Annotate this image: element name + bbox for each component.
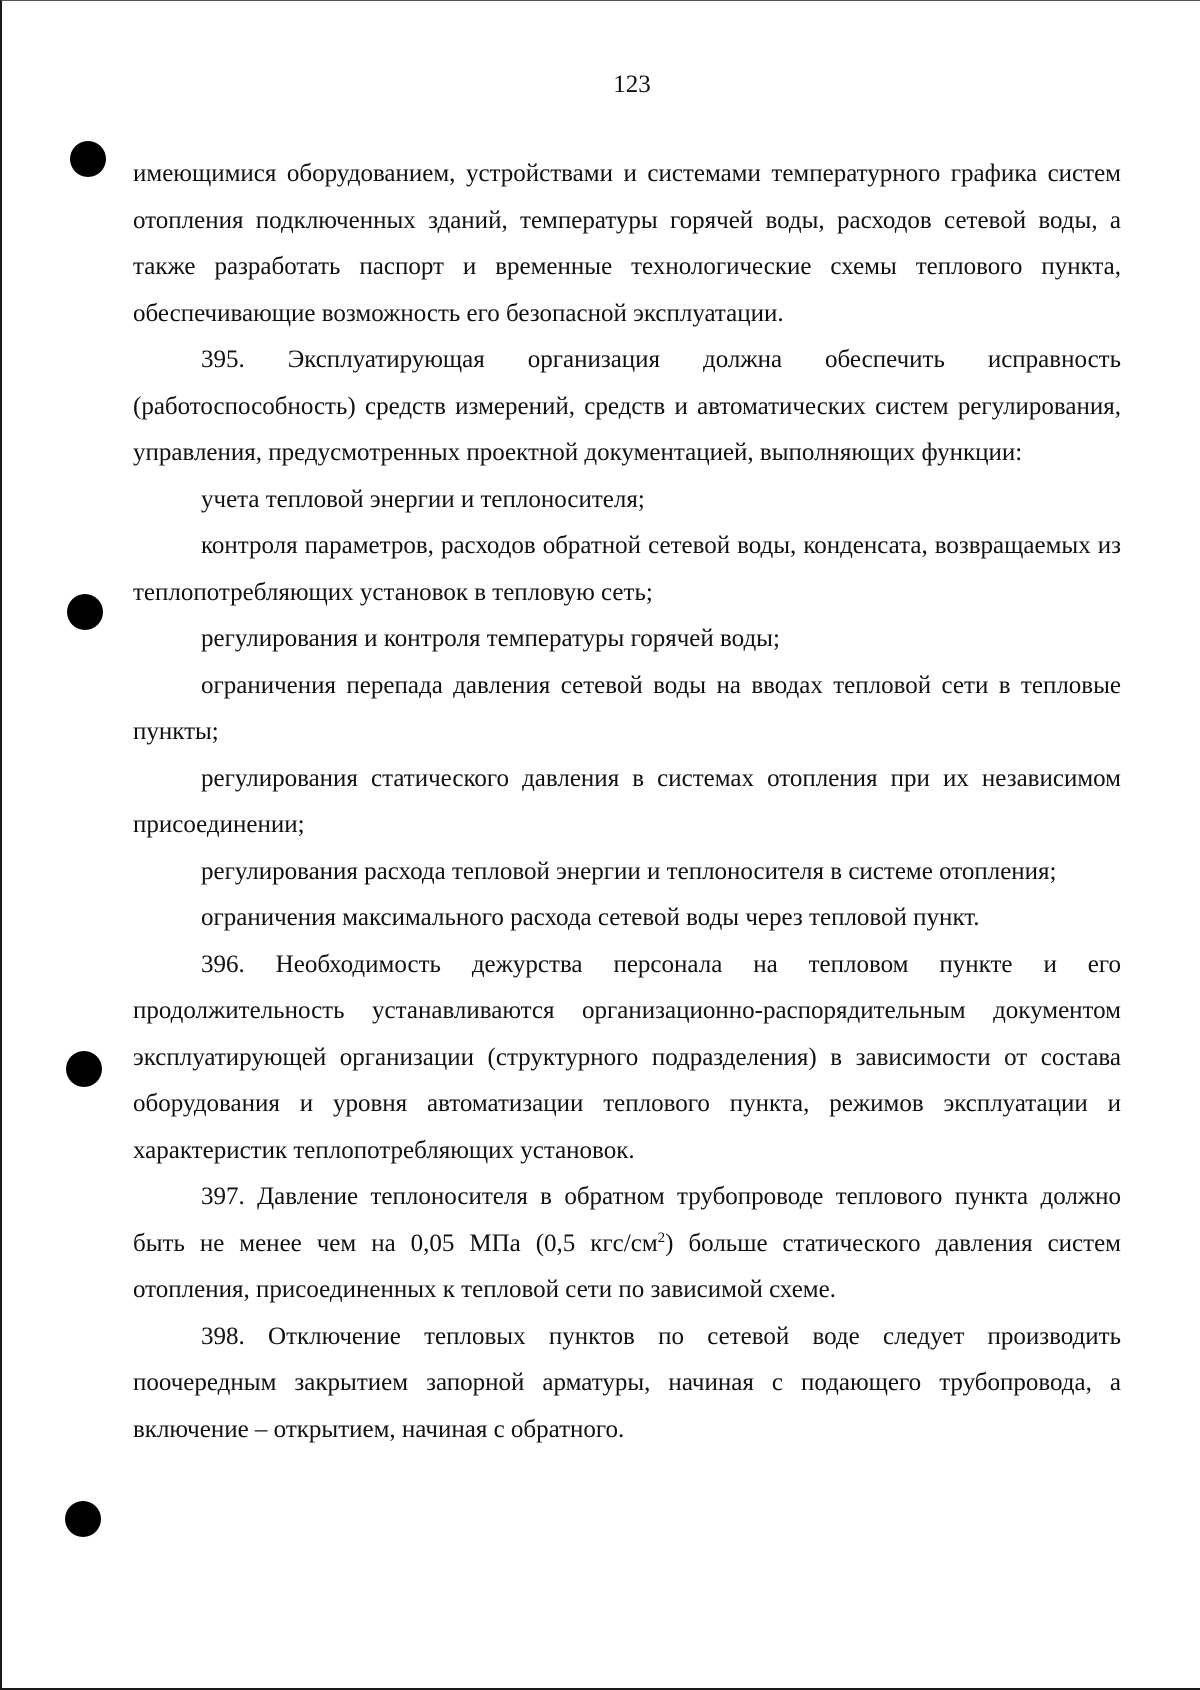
paragraph-395: 395. Эксплуатирующая организация должна обеспечить исправность (работоспособность) средств измерений, средств и автоматических систем регулирования, управления, предусмотренных проектной документацией, выполняющих функции: bbox=[133, 346, 1121, 466]
binder-hole bbox=[70, 141, 106, 177]
list-item-max-flow: ограничения максимального расхода сетевой воды через тепловой пункт. bbox=[201, 904, 980, 931]
list-item-control: контроля параметров, расходов обратной сетевой воды, конденсата, возвращаемых из теплопотребляющих установок в тепловую сеть; bbox=[133, 532, 1121, 606]
paragraph-397 bbox=[133, 1174, 1121, 1314]
binder-hole bbox=[66, 1051, 102, 1087]
paragraph-398: 398. Отключение тепловых пунктов по сетевой воде следует производить поочередным закрытием запорной арматуры, начиная с подающего трубопровода, а включение – открытием, начиная с обратного. bbox=[133, 1322, 1121, 1443]
list-item-flow-regulation: регулирования расхода тепловой энергии и теплоносителя в системе отопления; bbox=[201, 857, 1057, 885]
paragraph-397-part-2: ) больше статического давления систем отопления, присоединенных к тепловой сети по зависимой схеме. bbox=[133, 1229, 1121, 1303]
page-number: 123 bbox=[613, 71, 651, 98]
binder-hole bbox=[67, 594, 103, 630]
paragraph-continuation: имеющимися оборудованием, устройствами и системами температурного графика систем отопления подключенных зданий, температуры горячей воды, расходов сетевой воды, а также разработать паспорт и временные технологические схемы теплового пункта, обеспечивающие возможность его безопасной эксплуатации. bbox=[133, 160, 1121, 327]
body-text bbox=[133, 151, 1121, 1453]
paragraph-397-part-1: 397. Давление теплоносителя в обратном трубопроводе теплового пункта должно быть не менее чем на 0,05 МПа (0,5 кгс/см bbox=[133, 1183, 1121, 1257]
paragraph-396: 396. Необходимость дежурства персонала на тепловом пункте и его продолжительность устанавливаются организационно-распорядительным документом эксплуатирующей организации (структурного подразделения) в зависимости от состава оборудования и уровня автоматизации теплового пункта, режимов эксплуатации и характеристик теплопотребляющих установок. bbox=[133, 950, 1121, 1164]
superscript: 2 bbox=[657, 1229, 666, 1246]
list-item-pressure-drop: ограничения перепада давления сетевой воды на вводах тепловой сети в тепловые пункты; bbox=[133, 671, 1121, 745]
list-item-hot-water: регулирования и контроля температуры горячей воды; bbox=[201, 625, 780, 652]
binder-hole bbox=[65, 1501, 101, 1537]
list-item-static-pressure: регулирования статического давления в системах отопления при их независимом присоединении; bbox=[133, 764, 1121, 838]
list-item-accounting: учета тепловой энергии и теплоносителя; bbox=[201, 485, 645, 513]
